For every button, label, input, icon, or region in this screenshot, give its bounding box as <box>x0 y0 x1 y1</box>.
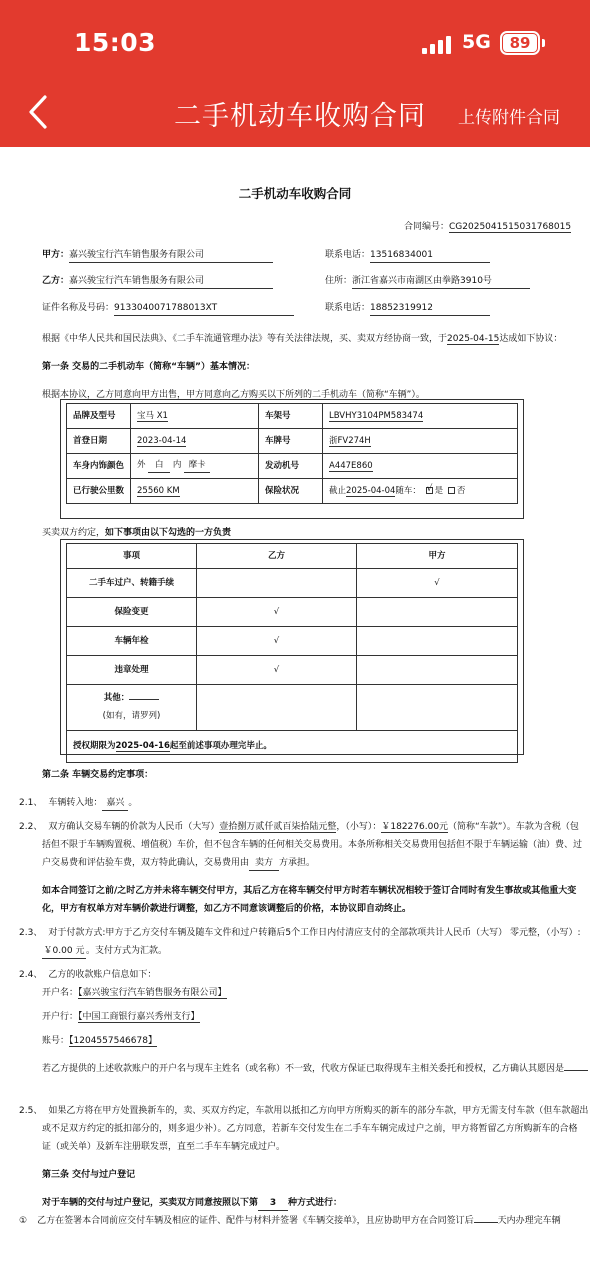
other-items-cell: 其他： (如有，请罗列) <box>67 685 197 731</box>
party-b: 乙方：嘉兴骏宝行汽车销售服务有限公司 <box>42 275 273 289</box>
table-row <box>67 404 518 429</box>
insurance-label: 保险状况 <box>259 479 323 504</box>
insurance-no-checkbox <box>448 487 455 494</box>
battery-tip <box>542 39 545 47</box>
nav-title: 二手机动车收购合同 <box>174 101 426 132</box>
vehicle-info-table <box>66 403 518 504</box>
table-row: 保险变更 √ <box>67 598 518 627</box>
authorization-period: 授权期限为2025-04-16起至前述事项办理完毕止。 <box>67 731 518 763</box>
table-row <box>67 685 518 731</box>
color-label: 车身内饰颜色 <box>67 454 131 479</box>
plate-label: 车牌号 <box>259 429 323 454</box>
table-row <box>67 429 518 454</box>
chevron-left-icon <box>26 94 52 130</box>
article-3-title: 第三条 交付与过户登记 <box>42 1170 136 1180</box>
section-2-2: 2.2、 双方确认交易车辆的价款为人民币（大写）壹拾捌万贰仟贰百柒拾陆元整，（小写）：￥182276.00元（简称“车款”）。车款为含税（包 <box>19 822 579 832</box>
account-note: 若乙方提供的上述收款账户的开户名与现车主姓名（或名称）不一致，代收方保证已取得现车主相关委托和授权，乙方确认其愿因是 <box>42 1063 588 1076</box>
top-bar <box>0 0 590 147</box>
table-row <box>67 731 518 763</box>
contract-number: 合同编号：CG2025041515031768015 <box>404 222 572 232</box>
vin-value: LBVHY3104PM583474 <box>323 404 518 429</box>
plate-value: 浙FV274H <box>323 429 518 454</box>
article-1-intro: 根据本协议，乙方同意向甲方出售，甲方同意向乙方购买以下所列的二手机动车（简称“车辆”）。 <box>42 390 425 400</box>
section-2-5: 2.5、 如果乙方将在甲方处置换新车的，卖、买双方约定，车款用以抵扣乙方向甲方所购买的新车的部分车款，甲方无需支付车款（但车款超出 <box>19 1106 589 1116</box>
section-2-3: 2.3、 对于付款方式:甲方于乙方交付车辆及随车文件和过户转籍后5个工作日内付清应支付的全部款项共计人民币（大写） 零元整，（小写）: <box>19 928 581 938</box>
document-title: 二手机动车收购合同 <box>238 186 352 201</box>
party-b-address: 住所：浙江省嘉兴市南湖区由拳路3910号 <box>325 275 530 289</box>
adjustment-clause-2: 化，甲方有权单方对车辆价款进行调整，如乙方不同意该调整后的价格，本协议即自动终止。 <box>42 904 412 914</box>
header-item: 事项 <box>67 544 197 569</box>
table-row <box>67 479 518 504</box>
network-type: 5G <box>462 31 491 53</box>
back-button[interactable] <box>26 94 52 130</box>
insurance-yes-checkbox: √ <box>426 483 433 494</box>
party-b-phone: 联系电话：18852319912 <box>325 302 490 316</box>
upload-attachment-button[interactable]: 上传附件合同 <box>458 108 560 128</box>
payee-name: 开户名：【嘉兴骏宝行汽车销售服务有限公司】 <box>42 988 227 998</box>
table-header-row <box>67 544 518 569</box>
intro-paragraph: 根据《中华人民共和国民法典》、《二手车流通管理办法》等有关法律法规，买、卖双方经协商一致，于2025-04-15达成如下协议： <box>42 334 563 344</box>
article-1-title: 第一条 交易的二手机动车（简称“车辆”）基本情况： <box>42 362 255 372</box>
table-row: 二手车过户、转籍手续 √ <box>67 569 518 598</box>
responsibility-table <box>66 543 518 763</box>
vin-label: 车架号 <box>259 404 323 429</box>
party-a: 甲方：嘉兴骏宝行汽车销售服务有限公司 <box>42 249 273 263</box>
color-value: 外 白 内 摩卡 <box>131 454 259 479</box>
section-2-1: 2.1、 车辆转入地： 嘉兴 。 <box>19 797 137 811</box>
insurance-value: 截止2025-04-04随车： √ 是 否 <box>323 479 518 504</box>
article-2-title: 第二条 车辆交易约定事项： <box>42 770 154 780</box>
engine-value: A447E860 <box>323 454 518 479</box>
mileage-value: 25560 KM <box>131 479 259 504</box>
reg-date-label: 首登日期 <box>67 429 131 454</box>
party-a-phone: 联系电话：13516834001 <box>325 249 490 263</box>
section-2-5-line2: 或不足双方约定的抵扣部分的，则多退少补）。乙方同意，若新车交付发生在二手车车辆完成过户之前，甲方将暂留乙方所购新车的合格 <box>42 1124 578 1134</box>
adjustment-clause-1: 如本合同签订之前/之时乙方并未将车辆交付甲方，其后乙方在将车辆交付甲方时若车辆状况相较于签订合同时有发生事故或其他重大变 <box>42 886 577 896</box>
header-party-b: 乙方 <box>197 544 357 569</box>
reg-date-value: 2023-04-14 <box>131 429 259 454</box>
table-row: 车辆年检 √ <box>67 627 518 656</box>
signal-icon <box>422 36 454 54</box>
table-row: 违章处理 √ <box>67 656 518 685</box>
section-2-2-line3: 户交易费和评估验车费，双方特此确认，交易费用由 卖方 方承担。 <box>42 857 315 871</box>
brand-label: 品牌及型号 <box>67 404 131 429</box>
battery-level: 89 <box>503 34 537 52</box>
section-2-5-line3: 证（或关单）及新车注册联发票，直至二手车车辆完成过户。 <box>42 1142 286 1152</box>
battery-icon <box>500 31 540 55</box>
contract-document <box>0 147 590 1280</box>
section-2-3-line2: ￥0.00 元 。支付方式为汇款。 <box>42 945 167 959</box>
article-3-method: 对于车辆的交付与过户登记，买卖双方同意按照以下第 3 种方式进行： <box>42 1197 342 1211</box>
party-b-id: 证件名称及号码：9133040071788013XT <box>42 302 294 316</box>
mileage-label: 已行驶公里数 <box>67 479 131 504</box>
status-time: 15:03 <box>74 28 157 57</box>
section-2-4: 2.4、 乙方的收款账户信息如下： <box>19 970 157 980</box>
responsibility-intro: 买卖双方约定，如下事项由以下勾选的一方负责 <box>42 528 232 538</box>
payee-bank: 开户行：【中国工商银行嘉兴秀州支行】 <box>42 1012 200 1022</box>
engine-label: 发动机号 <box>259 454 323 479</box>
brand-value: 宝马 X1 <box>131 404 259 429</box>
header-party-a: 甲方 <box>357 544 518 569</box>
section-2-2-line2: 括但不限于车辆购置税、增值税）车价，但不包含车辆的任何相关交易费用。本条所称相关交易费用包括但不限于车辆运输（油）费、过 <box>42 840 583 850</box>
payee-account: 账号：【1204557546678】 <box>42 1036 157 1046</box>
article-3-item-1: ① 乙方在签署本合同前应交付车辆及相应的证件、配件与材料并签署《车辆交接单》，且应协助甲方在合同签订后 天内办理完车辆 <box>19 1216 561 1226</box>
table-row <box>67 454 518 479</box>
